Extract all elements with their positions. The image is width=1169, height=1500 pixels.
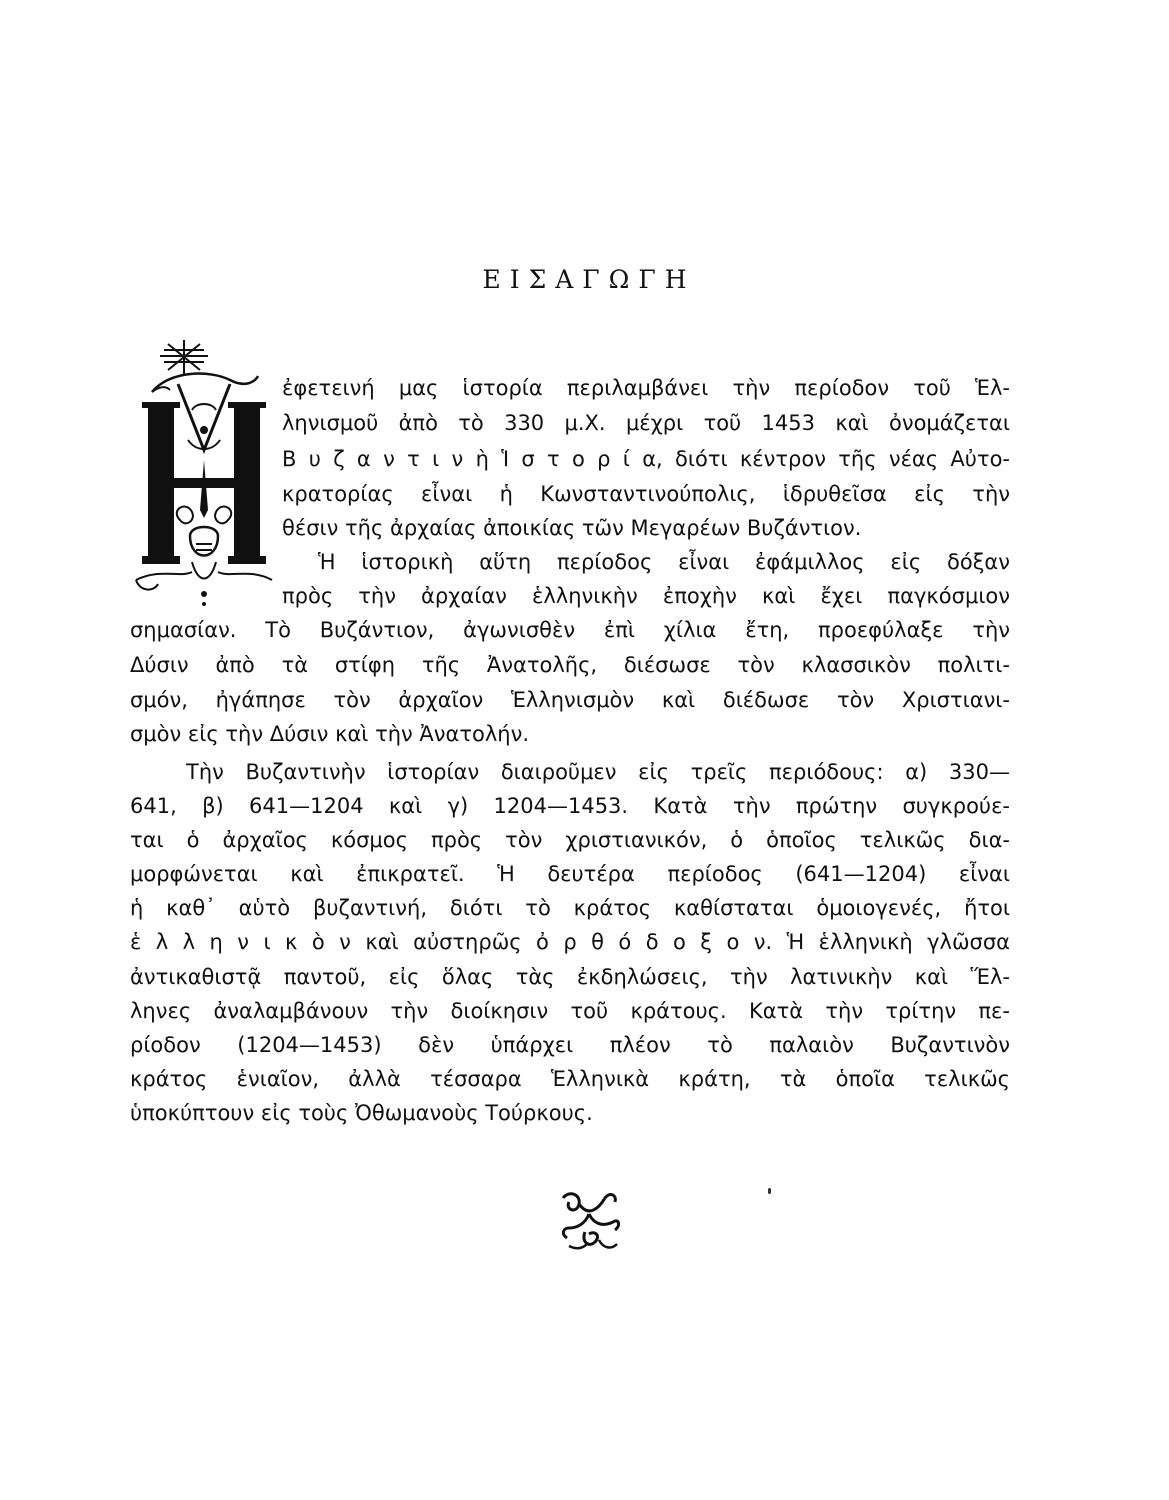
text-line: σημασίαν. Τὸ Βυζάντιον, ἀγωνισθὲν ἐπὶ χίλια ἔτη, προεφύλαξε τὴν [130,618,1010,642]
text-line: σμὸν εἰς τὴν Δύσιν καὶ τὴν Ἀνατολήν. [130,722,530,746]
text-line: Τὴν Βυζαντινὴν ἱστορίαν διαιροῦμεν εἰς τρεῖς περιόδους: α) 330— [186,760,1010,784]
text-line: ληνισμοῦ ἀπὸ τὸ 330 μ.Χ. μέχρι τοῦ 1453 καὶ ὀνομάζεται [282,411,1010,435]
text-line: θέσιν τῆς ἀρχαίας ἀποικίας τῶν Μεγαρέων Βυζάντιον. [282,516,862,540]
text-line: Ἡ ἱστορικὴ αὕτη περίοδος εἶναι ἐφάμιλλος εἰς δόξαν [318,550,1010,574]
text-line: 641, β) 641—1204 καὶ γ) 1204—1453. Κατὰ τὴν πρώτην συγκρούε- [130,794,1010,818]
text-line: Δύσιν ἀπὸ τὰ στίφη τῆς Ἀνατολῆς, διέσωσε τὸν κλασσικὸν πολιτι- [130,653,1010,677]
text-line: πρὸς τὴν ἀρχαίαν ἑλληνικὴν ἐποχὴν καὶ ἔχει παγκόσμιον [282,584,1010,608]
text-line: Β υ ζ α ν τ ι ν ὴ Ἱ σ τ ο ρ ί α, διότι κέντρον τῆς νέας Αὐτο- [282,447,1010,471]
text-line: ληνες ἀναλαμβάνουν τὴν διοίκησιν τοῦ κράτους. Κατὰ τὴν τρίτην πε- [130,999,1010,1023]
text-line: ἑ λ λ η ν ι κ ὸ ν καὶ αὐστηρῶς ὀ ρ θ ό δ ο ξ ο ν. Ἡ ἑλληνικὴ γλῶσσα [130,930,1010,954]
text-line: ἡ καθ᾽ αὑτὸ βυζαντινή, διότι τὸ κράτος καθίσταται ὁμοιογενές, ἤτοι [130,896,1010,920]
chapter-heading: ΕΙΣΑΓΩΓΗ [482,265,696,294]
text-line: ὑποκύπτουν εἰς τοὺς Ὀθωμανοὺς Τούρκους. [130,1101,593,1125]
ornamental-initial-h [130,340,280,610]
text-line: ἐφετεινή μας ἱστορία περιλαμβάνει τὴν περίοδον τοῦ Ἑλ- [282,376,1010,400]
text-line: μορφώνεται καὶ ἐπικρατεῖ. Ἡ δευτέρα περίοδος (641—1204) εἶναι [130,862,1010,886]
print-speck [768,1188,771,1194]
text-line: σμόν, ἠγάπησε τὸν ἀρχαῖον Ἑλληνισμὸν καὶ διέδωσε τὸν Χριστιανι- [130,688,1010,712]
text-line: ρίοδον (1204—1453) δὲν ὑπάρχει πλέον τὸ παλαιὸν Βυζαντινὸν [130,1033,1010,1057]
text-line: ται ὁ ἀρχαῖος κόσμος πρὸς τὸν χριστιανικόν, ὁ ὁποῖος τελικῶς δια- [130,828,1010,852]
text-line: κράτος ἑνιαῖον, ἀλλὰ τέσσαρα Ἑλληνικὰ κράτη, τὰ ὁποῖα τελικῶς [130,1067,1010,1091]
text-line: ἀντικαθιστᾷ παντοῦ, εἰς ὅλας τὰς ἐκδηλώσεις, τὴν λατινικὴν καὶ Ἕλ- [130,965,1010,989]
text-line: κρατορίας εἶναι ἡ Κωνσταντινούπολις, ἱδρυθεῖσα εἰς τὴν [282,482,1010,506]
closing-ornament-icon [555,1188,625,1258]
